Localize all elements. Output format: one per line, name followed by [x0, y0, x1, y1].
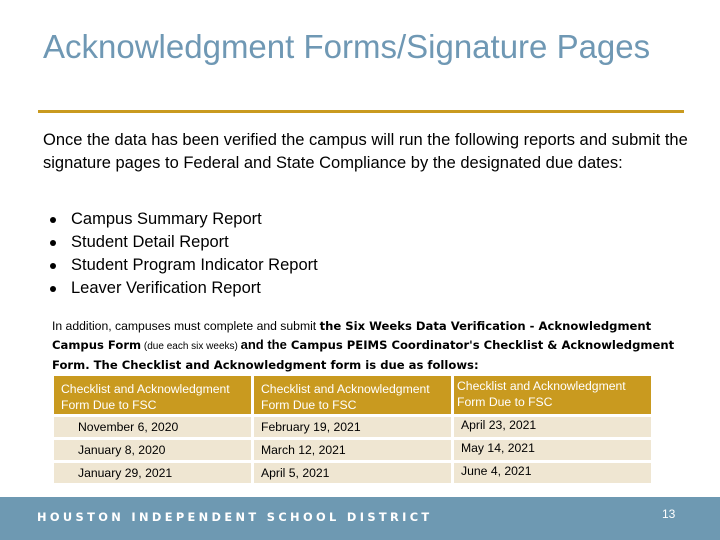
bullet-icon: [50, 263, 56, 269]
note-form-name: the Six Weeks Data Verification - Acknowledgment Campus Form: [52, 319, 652, 352]
table-cell: January 8, 2020: [54, 440, 251, 460]
bullet-icon: [50, 217, 56, 223]
table-cell: January 29, 2021: [54, 463, 251, 483]
report-list: [47, 208, 318, 300]
note-text-1: In addition, campuses must complete and submit: [52, 319, 320, 333]
list-item: [47, 208, 318, 231]
table-row: [54, 437, 651, 460]
table-header-row: [54, 376, 651, 414]
bullet-icon: [50, 286, 56, 292]
table-cell: April 5, 2021: [254, 463, 451, 483]
bullet-icon: [50, 240, 56, 246]
slide-title: Acknowledgment Forms/Signature Pages: [43, 28, 651, 65]
note-conjunction: and the: [240, 336, 287, 352]
column-header: Checklist and Acknowledgment Form Due to FSC: [54, 376, 251, 414]
list-item-label: Student Detail Report: [71, 233, 229, 251]
table-cell: April 23, 2021: [454, 417, 651, 437]
list-item-label: Campus Summary Report: [71, 210, 262, 228]
table-cell: June 4, 2021: [454, 463, 651, 483]
note-frequency: (due each six weeks): [141, 340, 241, 352]
list-item: [47, 277, 318, 300]
list-item-label: Leaver Verification Report: [71, 279, 261, 297]
district-name: HOUSTON INDEPENDENT SCHOOL DISTRICT: [37, 510, 433, 524]
table-cell: February 19, 2021: [254, 417, 451, 437]
page-number: 13: [662, 507, 676, 521]
table-row: [54, 414, 651, 437]
column-header: Checklist and Acknowledgment Form Due to FSC: [454, 376, 651, 414]
table-cell: November 6, 2020: [54, 417, 251, 437]
table-row: [54, 460, 651, 483]
list-item: [47, 254, 318, 277]
list-item: [47, 231, 318, 254]
table-cell: March 12, 2021: [254, 440, 451, 460]
column-header: Checklist and Acknowledgment Form Due to FSC: [254, 376, 451, 414]
footer-bar: [0, 497, 720, 540]
title-divider: [38, 110, 684, 113]
due-dates-table: [54, 376, 651, 483]
additional-note: [52, 317, 692, 375]
table-cell: May 14, 2021: [454, 440, 651, 460]
note-checklist-text: Campus PEIMS Coordinator's Checklist & Acknowledgment Form. The Checklist and Acknowledgment form is due as follows:: [52, 337, 675, 372]
list-item-label: Student Program Indicator Report: [71, 256, 318, 274]
intro-paragraph: Once the data has been verified the campus will run the following reports and submit the signature pages to Federal and State Compliance by the designated due dates:: [43, 131, 688, 172]
